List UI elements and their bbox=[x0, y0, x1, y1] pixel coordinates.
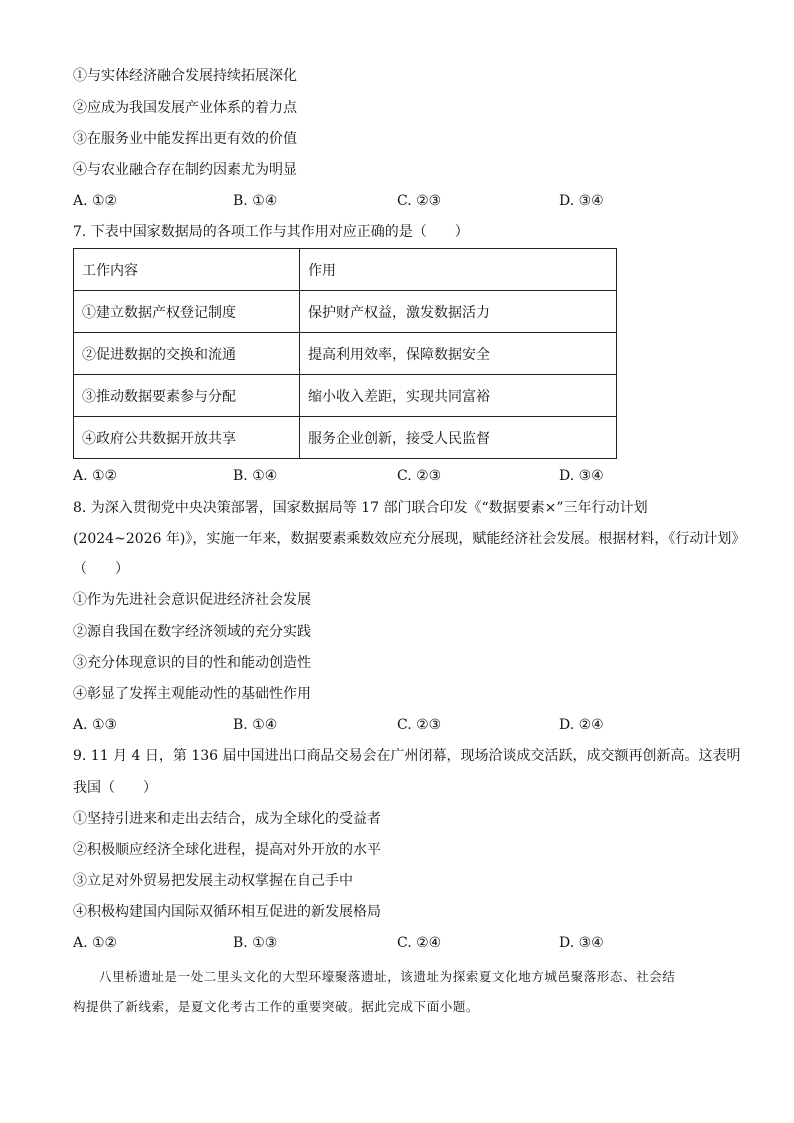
table-cell: 缩小收入差距，实现共同富裕 bbox=[300, 375, 617, 417]
q6-option-d: D. ③④ bbox=[559, 193, 604, 209]
table-row bbox=[74, 333, 617, 375]
q8-options bbox=[73, 715, 713, 735]
q9-option-d: D. ③④ bbox=[559, 935, 604, 951]
q7-table bbox=[73, 248, 617, 459]
table-row bbox=[74, 291, 617, 333]
q6-option-a: A. ①② bbox=[73, 193, 118, 209]
q8-statement-4: ④彰显了发挥主观能动性的基础性作用 bbox=[73, 686, 311, 702]
q7-option-b: B. ①④ bbox=[233, 468, 278, 484]
table-cell: 提高利用效率，保障数据安全 bbox=[300, 333, 617, 375]
q9-question-line-2: 我国（ ） bbox=[73, 780, 157, 796]
q9-statement-2: ②积极顺应经济全球化进程，提高对外开放的水平 bbox=[73, 842, 381, 858]
table-header-cell: 工作内容 bbox=[74, 249, 300, 291]
table-header-row bbox=[74, 249, 617, 291]
table-cell: ②促进数据的交换和流通 bbox=[74, 333, 300, 375]
q8-option-a: A. ①③ bbox=[73, 717, 118, 733]
q9-option-c: C. ②④ bbox=[397, 935, 442, 951]
q6-statement-2: ②应成为我国发展产业体系的着力点 bbox=[73, 100, 297, 116]
table-cell: 服务企业创新，接受人民监督 bbox=[300, 417, 617, 459]
table-cell: 保护财产权益，激发数据活力 bbox=[300, 291, 617, 333]
q7-option-d: D. ③④ bbox=[559, 468, 604, 484]
q8-question-line-2: (2024~2026 年)》，实施一年来，数据要素乘数效应充分展现，赋能经济社会发展。根据材料，《行动计划》 bbox=[73, 531, 746, 547]
table-cell: ①建立数据产权登记制度 bbox=[74, 291, 300, 333]
q6-option-c: C. ②③ bbox=[397, 193, 442, 209]
reading-passage bbox=[73, 962, 723, 1022]
q9-statement-1: ①坚持引进来和走出去结合，成为全球化的受益者 bbox=[73, 811, 381, 827]
q6-statement-1: ①与实体经济融合发展持续拓展深化 bbox=[73, 68, 297, 84]
q7-option-c: C. ②③ bbox=[397, 468, 442, 484]
q9-options bbox=[73, 933, 713, 953]
table-cell: ④政府公共数据开放共享 bbox=[74, 417, 300, 459]
q8-option-b: B. ①④ bbox=[233, 717, 278, 733]
q8-option-c: C. ②③ bbox=[397, 717, 442, 733]
q8-option-d: D. ②④ bbox=[559, 717, 604, 733]
table-header-cell: 作用 bbox=[300, 249, 617, 291]
table-row bbox=[74, 417, 617, 459]
q9-question-line-1: 9. 11 月 4 日，第 136 届中国进出口商品交易会在广州闭幕，现场洽谈成交活跃，成交额再创新高。这表明 bbox=[73, 748, 741, 764]
q7-question: 7. 下表中国家数据局的各项工作与其作用对应正确的是（ ） bbox=[73, 224, 469, 240]
q9-option-b: B. ①③ bbox=[233, 935, 278, 951]
q9-statement-3: ③立足对外贸易把发展主动权掌握在自己手中 bbox=[73, 873, 353, 889]
q8-statement-1: ①作为先进社会意识促进经济社会发展 bbox=[73, 592, 311, 608]
q9-statement-4: ④积极构建国内国际双循环相互促进的新发展格局 bbox=[73, 904, 381, 920]
q6-option-b: B. ①④ bbox=[233, 193, 278, 209]
q9-option-a: A. ①② bbox=[73, 935, 118, 951]
table-row bbox=[74, 375, 617, 417]
passage-line-2: 构提供了新线索，是夏文化考古工作的重要突破。据此完成下面小题。 bbox=[73, 999, 480, 1014]
q8-question-line-3: （ ） bbox=[73, 561, 129, 577]
q8-statement-2: ②源自我国在数字经济领域的充分实践 bbox=[73, 624, 311, 640]
q7-options bbox=[73, 466, 713, 486]
q6-options bbox=[73, 191, 713, 211]
passage-line-1: 八里桥遗址是一处二里头文化的大型环壕聚落遗址，该遗址为探索夏文化地方城邑聚落形态、社会结 bbox=[99, 969, 676, 984]
q8-question-line-1: 8. 为深入贯彻党中央决策部署，国家数据局等 17 部门联合印发《“数据要素×”三年行动计划 bbox=[73, 500, 648, 516]
q6-statement-3: ③在服务业中能发挥出更有效的价值 bbox=[73, 131, 297, 147]
q6-statement-4: ④与农业融合存在制约因素尤为明显 bbox=[73, 162, 297, 178]
table-cell: ③推动数据要素参与分配 bbox=[74, 375, 300, 417]
q7-option-a: A. ①② bbox=[73, 468, 118, 484]
q8-statement-3: ③充分体现意识的目的性和能动创造性 bbox=[73, 655, 311, 671]
